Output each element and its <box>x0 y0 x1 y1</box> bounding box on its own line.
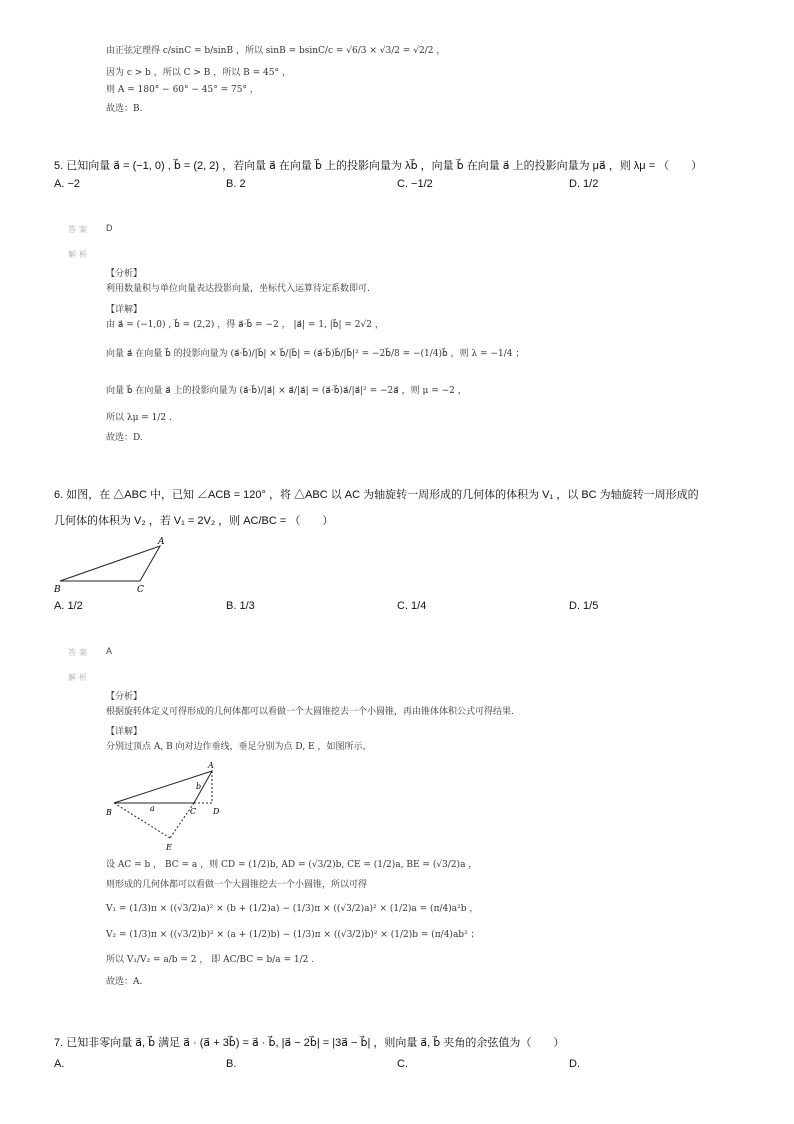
q6-detail-7: 故选：A. <box>106 977 143 987</box>
q6-detail-4: V₁ = (1/3)π × ((√3/2)a)² × (b + (1/2)a) − (1/3)π × ((√3/2)a)² × (1/2)a = (π/4)a²b ， <box>106 904 479 914</box>
q6-stem-line-1: 6. 如图，在 △ABC 中，已知 ∠ACB = 120° ，将 △ABC 以 AC 为轴旋转一周形成的几何体的体积为 V₁ ，以 BC 为轴旋转一周形成的 <box>54 489 699 501</box>
q7-option-a: A. <box>54 1058 65 1070</box>
q6-detail-3: 则形成的几何体都可以看做一个大圆锥挖去一个小圆锥，所以可得 <box>106 880 368 890</box>
q6-auxiliary-figure <box>106 758 236 854</box>
q6-fig2-label-a: A <box>208 761 214 770</box>
q5-analysis-tag: 解析 <box>68 250 90 259</box>
q5-answer: D <box>106 223 113 233</box>
q6-analysis-tag: 解析 <box>68 673 90 682</box>
q5-answer-tag: 答案 <box>68 225 90 234</box>
q6-option-b: B. 1/3 <box>226 600 255 612</box>
q4-solution-line-3: 则 A = 180° − 60° − 45° = 75° ， <box>106 85 259 95</box>
q6-detail-5: V₂ = (1/3)π × ((√3/2)b)² × (a + (1/2)b) − (1/3)π × ((√3/2)b)² × (1/2)b = (π/4)ab² ； <box>106 930 480 940</box>
q6-triangle-figure <box>50 534 180 596</box>
q6-answer-tag: 答案 <box>68 648 90 657</box>
q6-xiangjie-title: 【详解】 <box>106 727 143 737</box>
q4-solution-line-2: 因为 c > b ，所以 C > B ，所以 B = 45° ， <box>106 68 291 78</box>
q6-detail-6: 所以 V₁/V₂ = a/b = 2 ， 即 AC/BC = b/a = 1/2 . <box>106 955 315 965</box>
q6-detail-2: 设 AC = b ， BC = a ，则 CD = (1/2)b, AD = (√3/2)b, CE = (1/2)a, BE = (√3/2)a ， <box>106 860 478 870</box>
q5-step-2: 向量 a⃗ 在向量 b⃗ 的投影向量为 (a⃗·b⃗)/|b⃗| × b⃗/|b⃗| = (a⃗·b⃗)b⃗/|b⃗|² = −2b⃗/8 = −(1/4)b⃗ ，则 λ = −1/4 ； <box>106 349 525 359</box>
q6-fig2-label-e: E <box>166 843 172 852</box>
q6-option-d: D. 1/5 <box>569 600 599 612</box>
q5-xiangjie-title: 【详解】 <box>106 305 143 315</box>
q6-fenxi-text: 根据旋转体定义可得形成的几何体都可以看做一个大圆锥挖去一个小圆锥，再由锥体体积公式可得结果. <box>106 707 514 717</box>
q7-option-c: C. <box>397 1058 408 1070</box>
q6-fenxi-title: 【分析】 <box>106 692 143 702</box>
q5-step-1: 由 a⃗ = (−1,0) , b⃗ = (2,2) ，得 a⃗·b⃗ = −2 ， |a⃗| = 1, |b⃗| = 2√2 ， <box>106 320 384 330</box>
q6-detail-1: 分别过顶点 A, B 向对边作垂线，垂足分别为点 D, E ，如图所示， <box>106 742 372 752</box>
q6-answer: A <box>106 646 113 656</box>
q6-stem-line-2: 几何体的体积为 V₂ ，若 V₁ = 2V₂ ，则 AC/BC = （ ） <box>54 515 334 527</box>
q6-fig-label-c: C <box>137 585 144 595</box>
q6-fig2-label-c: C <box>190 807 197 816</box>
q4-solution-line-4: 故选：B. <box>106 104 143 114</box>
q5-step-5: 故选：D. <box>106 433 143 443</box>
q5-option-d: D. 1/2 <box>569 178 599 190</box>
q6-fig2-label-side-a: a <box>150 804 155 813</box>
q5-option-c: C. −1/2 <box>397 178 433 190</box>
q5-fenxi-title: 【分析】 <box>106 269 143 279</box>
q5-fenxi-text: 利用数量积与单位向量表达投影向量，坐标代入运算待定系数即可. <box>106 284 370 294</box>
q5-stem: 5. 已知向量 a⃗ = (−1, 0) , b⃗ = (2, 2) ，若向量 a⃗ 在向量 b⃗ 上的投影向量为 λb⃗ ，向量 b⃗ 在向量 a⃗ 上的投影向量为 μa⃗ ，则 λμ = （ ） <box>54 160 703 172</box>
q6-fig2-label-d: D <box>213 807 220 816</box>
q6-fig2-label-side-b: b <box>196 782 202 791</box>
q4-solution-line-1: 由正弦定理得 c/sinC = b/sinB ，所以 sinB = bsinC/c = √6/3 × √3/2 = √2/2 ， <box>106 46 446 56</box>
q7-option-b: B. <box>226 1058 237 1070</box>
q6-option-c: C. 1/4 <box>397 600 427 612</box>
q7-option-d: D. <box>569 1058 580 1070</box>
q7-stem: 7. 已知非零向量 a⃗, b⃗ 满足 a⃗ · (a⃗ + 3b⃗) = a⃗ · b⃗, |a⃗ − 2b⃗| = |3a⃗ − b⃗| ，则向量 a⃗, b⃗ 夹角的余弦值为（ ） <box>54 1037 565 1049</box>
q6-fig2-label-b: B <box>106 808 112 817</box>
q5-step-4: 所以 λμ = 1/2 . <box>106 413 172 423</box>
q6-fig-label-a: A <box>158 537 165 547</box>
q5-option-b: B. 2 <box>226 178 246 190</box>
q6-fig-label-b: B <box>54 585 61 595</box>
q5-step-3: 向量 b⃗ 在向量 a⃗ 上的投影向量为 (a⃗·b⃗)/|a⃗| × a⃗/|a⃗| = (a⃗·b⃗)a⃗/|a⃗|² = −2a⃗ ，则 μ = −2 ， <box>106 386 467 396</box>
q5-option-a: A. −2 <box>54 178 80 190</box>
q6-option-a: A. 1/2 <box>54 600 83 612</box>
